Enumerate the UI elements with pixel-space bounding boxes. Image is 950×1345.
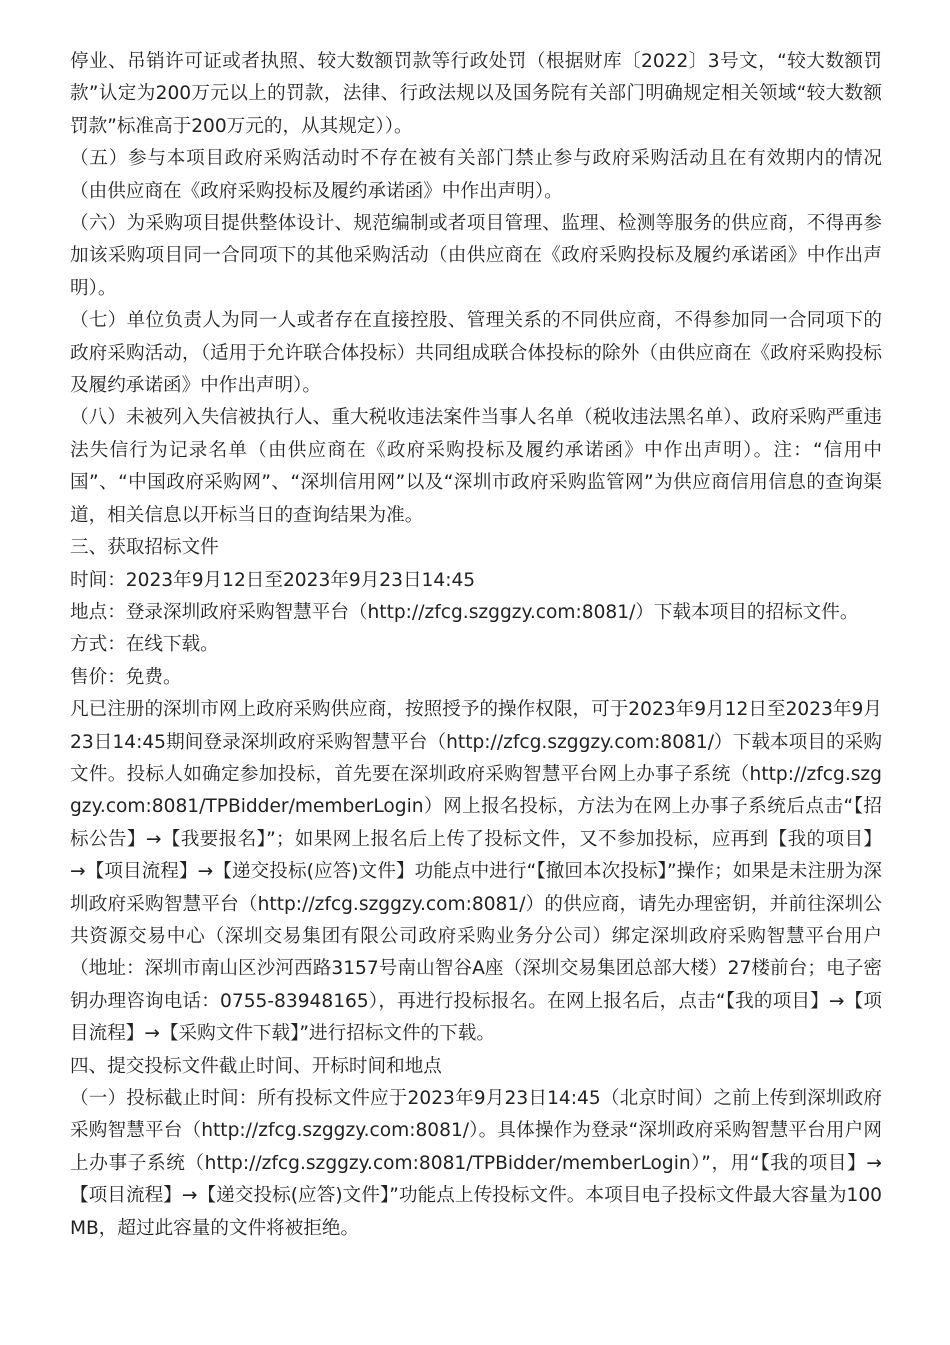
paragraph-location: 地点：登录深圳政府采购智慧平台（http://zfcg.szggzy.com:8081/）下载本项目的招标文件。	[70, 601, 859, 623]
paragraph-registration-instructions: 凡已注册的深圳市网上政府采购供应商，按照授予的操作权限，可于2023年9月12日至2023年9月23日14:45期间登录深圳政府采购智慧平台（http://zfcg.szggzy.com:8081/）下载本项目的采购文件。投标人如确定参加投标，首先要在深圳政府采购智慧平台网上办事子系统（http://zfcg.szggzy.com:8081/TPBidder/memberLogin）网上报名投标，方法为在网上办事子系统后点击“【招标公告】→【我要报名】”；如果网上报名后上传了投标文件，又不参加投标，应再到【我的项目】→【项目流程】→【递交投标(应答)文件】功能点中进行“【撤回本次投标】”操作；如果是未注册为深圳政府采购智慧平台（http://zfcg.szggzy.com:8081/）的供应商，请先办理密钥，并前往深圳公共资源交易中心（深圳交易集团有限公司政府采购业务分公司）绑定深圳政府采购智慧平台用户（地址：深圳市南山区沙河西路3157号南山智谷A座（深圳交易集团总部大楼）27楼前台；电子密钥办理咨询电话：0755-83948165），再进行投标报名。在网上报名后，点击“【我的项目】→【项目流程】→【采购文件下载】”进行招标文件的下载。	[70, 699, 882, 1045]
section-heading-submission-deadline: 四、提交投标文件截止时间、开标时间和地点	[70, 1055, 442, 1077]
paragraph-item-8: （八）未被列入失信被执行人、重大税收违法案件当事人名单（税收违法黑名单）、政府采购严重违法失信行为记录名单（由供应商在《政府采购投标及履约承诺函》中作出声明）。注：“信用中国”、“中国政府采购网”、“深圳信用网”以及“深圳市政府采购监管网”为供应商信用信息的查询渠道，相关信息以开标当日的查询结果为准。	[70, 407, 882, 526]
paragraph-item-7: （七）单位负责人为同一人或者存在直接控股、管理关系的不同供应商，不得参加同一合同项下的政府采购活动，（适用于允许联合体投标）共同组成联合体投标的除外（由供应商在《政府采购投标及履约承诺函》中作出声明）。	[70, 310, 882, 397]
document-body	[70, 46, 882, 1245]
paragraph-penalty-continuation: 停业、吊销许可证或者执照、较大数额罚款等行政处罚（根据财库〔2022〕3号文，“较大数额罚款”认定为200万元以上的罚款，法律、行政法规以及国务院有关部门明确规定相关领域“较大数额罚款”标准高于200万元的，从其规定））。	[70, 51, 882, 137]
paragraph-item-6: （六）为采购项目提供整体设计、规范编制或者项目管理、监理、检测等服务的供应商，不得再参加该采购项目同一合同项下的其他采购活动（由供应商在《政府采购投标及履约承诺函》中作出声明）。	[70, 213, 882, 299]
paragraph-time: 时间：2023年9月12日至2023年9月23日14:45	[70, 569, 476, 591]
paragraph-method: 方式：在线下载。	[70, 634, 219, 656]
paragraph-price: 售价：免费。	[70, 666, 182, 688]
paragraph-bid-deadline: （一）投标截止时间：所有投标文件应于2023年9月23日14:45（北京时间）之前上传到深圳政府采购智慧平台（http://zfcg.szggzy.com:8081/）。具体操作为登录“深圳政府采购智慧平台用户网上办事子系统（http://zfcg.szggzy.com:8081/TPBidder/memberLogin）”，用“【我的项目】→【项目流程】→【递交投标(应答)文件】”功能点上传投标文件。本项目电子投标文件最大容量为100MB，超过此容量的文件将被拒绝。	[70, 1088, 882, 1239]
section-heading-obtain-documents: 三、获取招标文件	[70, 537, 219, 559]
paragraph-item-5: （五）参与本项目政府采购活动时不存在被有关部门禁止参与政府采购活动且在有效期内的情况（由供应商在《政府采购投标及履约承诺函》中作出声明）。	[70, 148, 882, 202]
